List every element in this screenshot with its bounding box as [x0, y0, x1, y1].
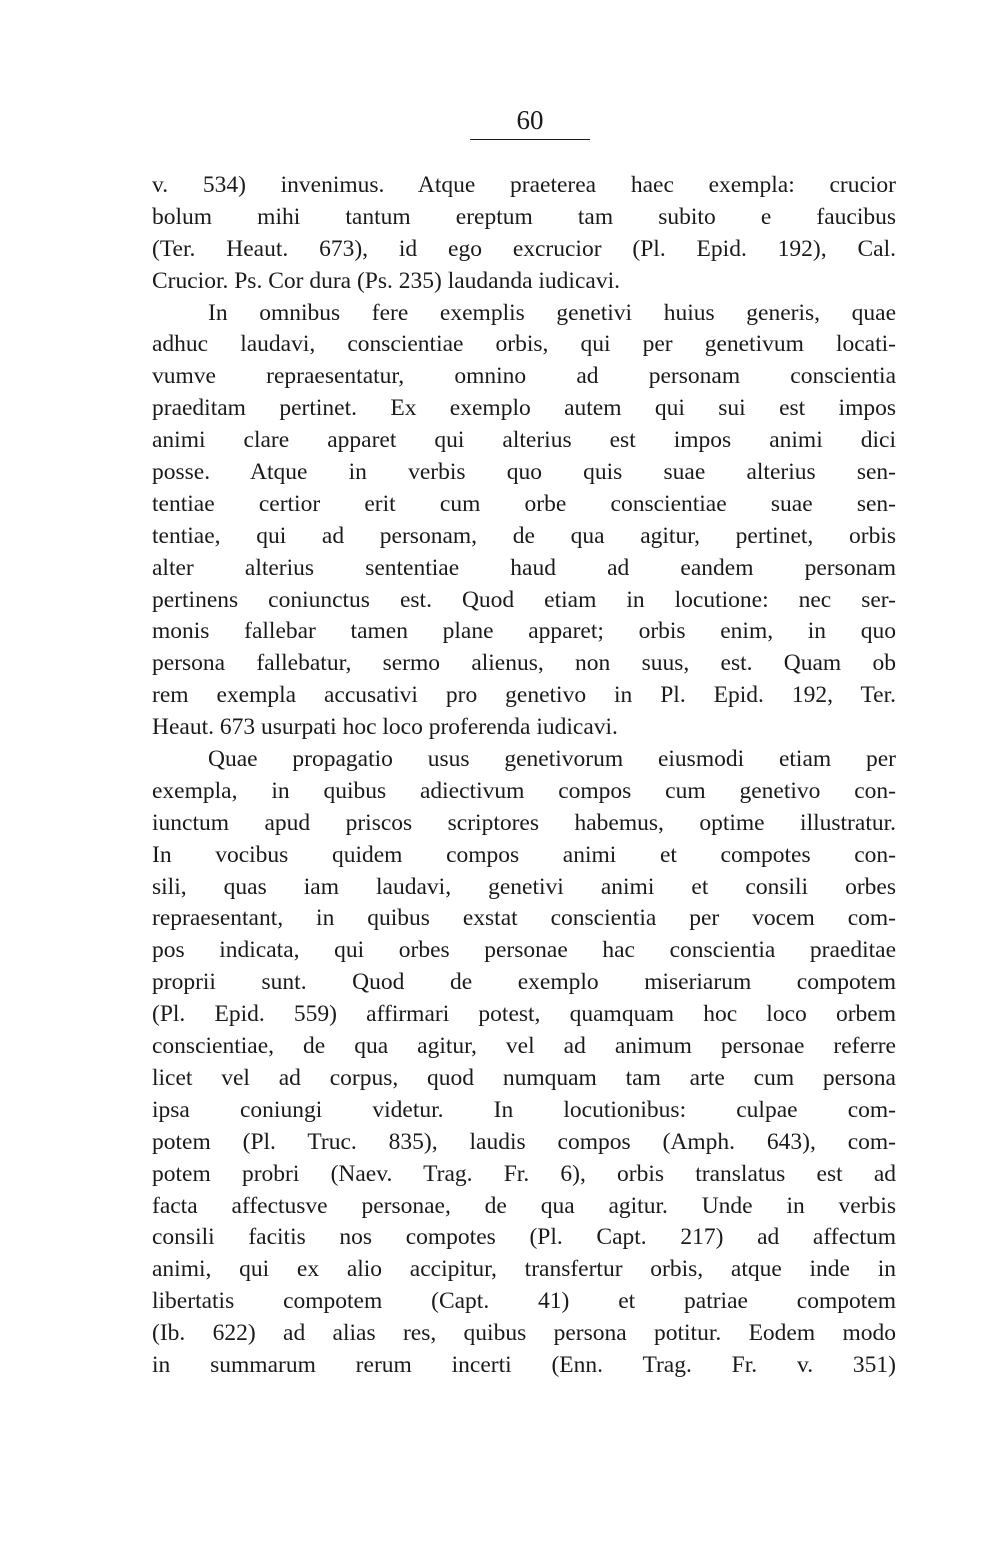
- text-line: potem (Pl. Truc. 835), laudis compos (Amph. 643), com-: [152, 1128, 896, 1155]
- text-line: ipsa coniungi videtur. In locutionibus: culpae com-: [152, 1096, 896, 1123]
- text-line: monis fallebar tamen plane apparet; orbis enim, in quo: [152, 618, 896, 645]
- text-line: consili facitis nos compotes (Pl. Capt. 217) ad affectum: [152, 1224, 896, 1251]
- text-line: (Pl. Epid. 559) affirmari potest, quamquam hoc loco orbem: [152, 1001, 896, 1028]
- text-line: bolum mihi tantum ereptum tam subito e faucibus: [152, 203, 896, 230]
- text-line: persona fallebatur, sermo alienus, non suus, est. Quam ob: [152, 650, 896, 677]
- text-line: posse. Atque in verbis quo quis suae alterius sen-: [152, 459, 896, 486]
- text-line: pos indicata, qui orbes personae hac conscientia praeditae: [152, 937, 896, 964]
- text-line: praeditam pertinet. Ex exemplo autem qui sui est impos: [152, 395, 896, 422]
- body-text: [152, 170, 896, 1382]
- text-line: In omnibus fere exemplis genetivi huius generis, quae: [208, 299, 896, 326]
- text-line: animi, qui ex alio accipitur, transfertur orbis, atque inde in: [152, 1256, 896, 1283]
- text-line: Crucior. Ps. Cor dura (Ps. 235) laudanda iudicavi.: [152, 267, 620, 294]
- text-line: adhuc laudavi, conscientiae orbis, qui per genetivum locati-: [152, 331, 896, 358]
- text-line: potem probri (Naev. Trag. Fr. 6), orbis translatus est ad: [152, 1160, 896, 1187]
- text-line: Heaut. 673 usurpati hoc loco proferenda iudicavi.: [152, 714, 618, 741]
- text-line: Quae propagatio usus genetivorum eiusmodi etiam per: [208, 746, 896, 773]
- text-line: libertatis compotem (Capt. 41) et patriae compotem: [152, 1288, 896, 1315]
- text-line: iunctum apud priscos scriptores habemus, optime illustratur.: [152, 809, 896, 836]
- text-line: In vocibus quidem compos animi et compotes con-: [152, 841, 896, 868]
- page-number-rule: [470, 139, 590, 140]
- text-line: (Ib. 622) ad alias res, quibus persona potitur. Eodem modo: [152, 1320, 896, 1347]
- text-line: proprii sunt. Quod de exemplo miseriarum compotem: [152, 969, 896, 996]
- text-line: conscientiae, de qua agitur, vel ad animum personae referre: [152, 1033, 896, 1060]
- text-line: repraesentant, in quibus exstat conscientia per vocem com-: [152, 905, 896, 932]
- text-line: vumve repraesentatur, omnino ad personam conscientia: [152, 363, 896, 390]
- text-line: exempla, in quibus adiectivum compos cum genetivo con-: [152, 777, 896, 804]
- text-line: sili, quas iam laudavi, genetivi animi et consili orbes: [152, 873, 896, 900]
- page-number: 60: [516, 105, 544, 135]
- text-line: in summarum rerum incerti (Enn. Trag. Fr. v. 351): [152, 1351, 896, 1378]
- text-line: tentiae, qui ad personam, de qua agitur, pertinet, orbis: [152, 522, 896, 549]
- text-line: pertinens coniunctus est. Quod etiam in locutione: nec ser-: [152, 586, 896, 613]
- text-line: (Ter. Heaut. 673), id ego excrucior (Pl. Epid. 192), Cal.: [152, 235, 896, 262]
- text-line: licet vel ad corpus, quod numquam tam arte cum persona: [152, 1064, 896, 1091]
- text-line: facta affectusve personae, de qua agitur. Unde in verbis: [152, 1192, 896, 1219]
- text-line: v. 534) invenimus. Atque praeterea haec exempla: crucior: [152, 172, 896, 198]
- text-line: tentiae certior erit cum orbe conscientiae suae sen-: [152, 490, 896, 517]
- text-line: rem exempla accusativi pro genetivo in Pl. Epid. 192, Ter.: [152, 682, 896, 709]
- text-line: alter alterius sententiae haud ad eandem personam: [152, 554, 896, 581]
- text-line: animi clare apparet qui alterius est impos animi dici: [152, 427, 896, 454]
